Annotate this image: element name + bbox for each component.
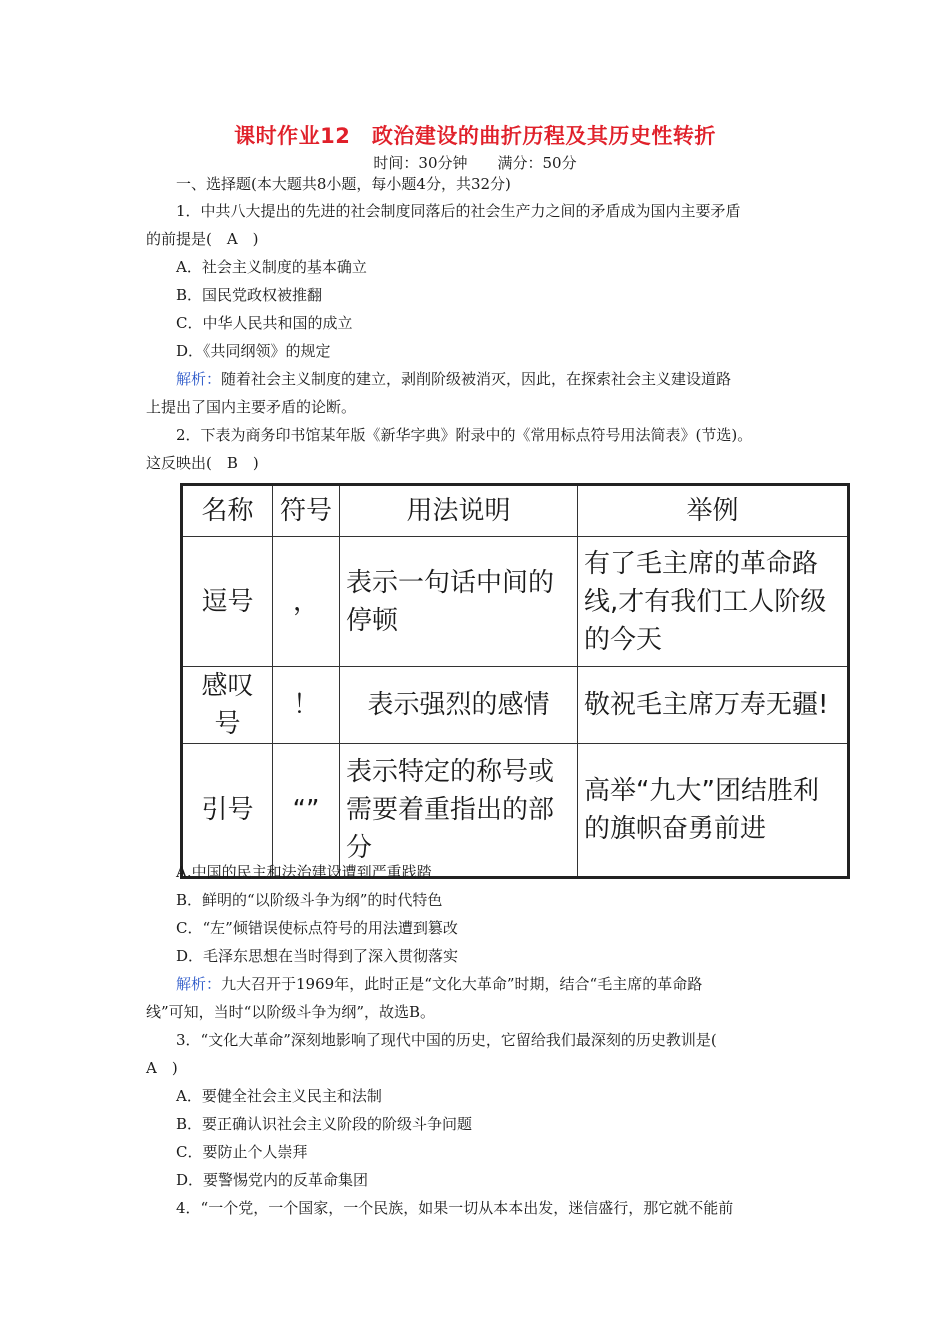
- q3-option-d: D．要警惕党内的反革命集团: [176, 1171, 369, 1189]
- table-row: [182, 744, 849, 878]
- q2-stem-line1: 2．下表为商务印书馆某年版《新华字典》附录中的《常用标点符号用法简表》(节选)。: [176, 426, 753, 444]
- punctuation-table: [180, 483, 850, 879]
- table-header-row: [182, 485, 849, 537]
- q1-option-d: D．《共同纲领》的规定: [176, 342, 331, 360]
- q3-option-a: A．要健全社会主义民主和法制: [176, 1087, 382, 1105]
- q2-analysis-line1: [176, 974, 702, 994]
- table-cell: 逗号: [182, 537, 273, 667]
- q1-option-b: B．国民党政权被推翻: [176, 286, 323, 304]
- q1-option-a: A．社会主义制度的基本确立: [176, 258, 367, 276]
- page-title: 课时作业12 政治建设的曲折历程及其历史性转折: [234, 124, 716, 148]
- table-cell: ，: [273, 537, 340, 667]
- q1-stem-line1: 1．中共八大提出的先进的社会制度同落后的社会生产力之间的矛盾成为国内主要矛盾: [176, 202, 741, 220]
- q2-analysis-line2: 线”可知，当时“以阶级斗争为纲”，故选B。: [146, 1003, 436, 1021]
- table-cell: 表示一句话中间的停顿: [340, 537, 578, 667]
- q2-option-a: A.中国的民主和法治建设遭到严重践踏: [176, 863, 432, 881]
- q3-stem-line1: 3．“文化大革命”深刻地影响了现代中国的历史，它留给我们最深刻的历史教训是(: [176, 1031, 717, 1049]
- q1-stem-line2: 的前提是( A ): [146, 230, 259, 248]
- analysis-label: 解析：: [176, 975, 222, 993]
- q2-option-d: D．毛泽东思想在当时得到了深入贯彻落实: [176, 947, 459, 965]
- q1-option-c: C．中华人民共和国的成立: [176, 314, 353, 332]
- table-cell: 感叹号: [182, 667, 273, 744]
- q2-option-c: C．“左”倾错误使标点符号的用法遭到篡改: [176, 919, 458, 937]
- table-cell: ！: [273, 667, 340, 744]
- time-score-info: 时间：30分钟 满分：50分: [373, 154, 577, 172]
- q1-analysis-line2: 上提出了国内主要矛盾的论断。: [146, 398, 357, 416]
- table-header: 符号: [273, 485, 340, 537]
- q2-analysis-text: 九大召开于1969年，此时正是“文化大革命”时期，结合“毛主席的革命路: [221, 975, 703, 993]
- table-row: [182, 537, 849, 667]
- table-header: 名称: [182, 485, 273, 537]
- table-cell: 引号: [182, 744, 273, 878]
- table-header: 举例: [578, 485, 849, 537]
- table-cell: 有了毛主席的革命路线,才有我们工人阶级的今天: [578, 537, 849, 667]
- q1-analysis-text: 随着社会主义制度的建立，剥削阶级被消灭，因此，在探索社会主义建设道路: [221, 370, 732, 388]
- table-cell: 表示强烈的感情: [340, 667, 578, 744]
- q3-option-b: B．要正确认识社会主义阶段的阶级斗争问题: [176, 1115, 473, 1133]
- q3-stem-line2: A ): [146, 1059, 178, 1077]
- table-cell: 表示特定的称号或需要着重指出的部分: [340, 744, 578, 878]
- q2-option-b: B．鲜明的“以阶级斗争为纲”的时代特色: [176, 891, 443, 909]
- table-cell: 敬祝毛主席万寿无疆!: [578, 667, 849, 744]
- table-row: [182, 667, 849, 744]
- table-header: 用法说明: [340, 485, 578, 537]
- section-heading: 一、选择题(本大题共8小题，每小题4分，共32分): [176, 175, 511, 193]
- q3-option-c: C．要防止个人崇拜: [176, 1143, 308, 1161]
- table-cell: 高举“九大”团结胜利的旗帜奋勇前进: [578, 744, 849, 878]
- analysis-label: 解析：: [176, 370, 222, 388]
- table-cell: “”: [273, 744, 340, 878]
- q2-stem-line2: 这反映出( B ): [146, 454, 259, 472]
- q1-analysis-line1: [176, 369, 731, 389]
- q4-stem-line1: 4．“一个党，一个国家，一个民族，如果一切从本本出发，迷信盛行，那它就不能前: [176, 1199, 734, 1217]
